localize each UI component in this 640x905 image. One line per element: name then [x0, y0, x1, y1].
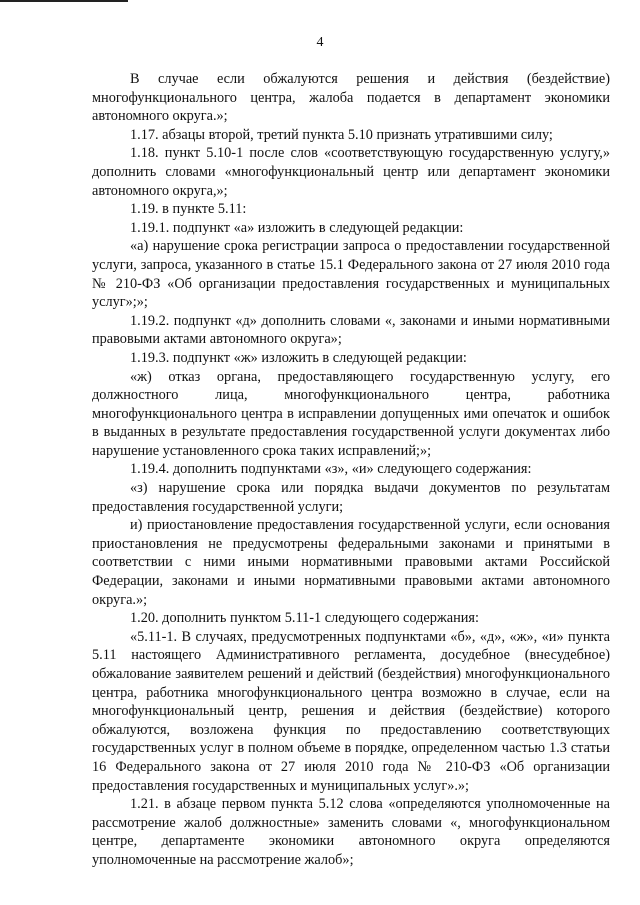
- paragraph: «ж) отказ органа, предоставляющего государственную услугу, его должностного лица, многофункционального центра, работника многофункционального центра в исправлении допущенных ими опечаток и ошибок в выданных в результате предоставления государственной услуги документах либо нарушение установленного срока таких исправлений;»;: [92, 368, 610, 459]
- paragraph: «а) нарушение срока регистрации запроса о предоставлении государственной услуги, запроса, указанного в статье 15.1 Федерального закона от 27 июля 2010 года № 210-ФЗ «Об организации предоставления государственных и муниципальных услуг»;»;: [92, 238, 610, 311]
- paragraph: «з) нарушение срока или порядка выдачи документов по результатам предоставления государственной услуги;: [92, 480, 610, 515]
- paragraph: и) приостановление предоставления государственной услуги, если основания приостановления не предусмотрены федеральными законами и принятыми в соответствии с ними иными нормативными правовыми актами Российской Федерации, законами и иными нормативными правовыми актами автономного округа.»;: [92, 517, 610, 608]
- paragraph: 1.21. в абзаце первом пункта 5.12 слова «определяются уполномоченные на рассмотрение жалоб должностные» заменить словами «, многофункциональном центре, департаменте экономики автономного округа определяются уполномоченные на рассмотрение жалоб»;: [92, 796, 610, 868]
- document-body: [92, 70, 610, 870]
- paragraph: 1.19.4. дополнить подпунктами «з», «и» следующего содержания:: [130, 461, 532, 478]
- paragraph: 1.19.1. подпункт «а» изложить в следующей редакции:: [130, 219, 464, 236]
- paragraph: 1.18. пункт 5.10-1 после слов «соответствующую государственную услугу,» дополнить словами «многофункциональный центр или департамент экономики автономного округа,»;: [92, 145, 610, 199]
- paragraph: «5.11-1. В случаях, предусмотренных подпунктами «б», «д», «ж», «и» пункта 5.11 настоящего Административного регламента, досудебное (внесудебное) обжалование заявителем решений и действий (бездействия) многофункционального центра, работника многофункционального центра возможно в случае, если на многофункциональный центр, решения и действия (бездействие) которого обжалуются, возложена функция по предоставлению соответствующих государственных услуг в полном объеме в порядке, определенном частью 1.3 статьи 16 Федерального закона от 27 июля 2010 года № 210-ФЗ «Об организации предоставления государственных и муниципальных услуг».»;: [92, 628, 610, 794]
- corner-rule: [0, 0, 128, 2]
- paragraph: 1.20. дополнить пунктом 5.11-1 следующего содержания:: [130, 610, 479, 627]
- paragraph: 1.19. в пункте 5.11:: [130, 201, 247, 218]
- paragraph: 1.19.3. подпункт «ж» изложить в следующей редакции:: [130, 349, 467, 366]
- paragraph: 1.17. абзацы второй, третий пункта 5.10 признать утратившими силу;: [130, 126, 553, 143]
- page-number: 4: [316, 35, 324, 50]
- paragraph: 1.19.2. подпункт «д» дополнить словами «, законами и иными нормативными правовыми актами автономного округа»;: [92, 312, 610, 348]
- paragraph: В случае если обжалуются решения и действия (бездействие) многофункционального центра, жалоба подается в департамент экономики автономного округа.»;: [92, 71, 610, 125]
